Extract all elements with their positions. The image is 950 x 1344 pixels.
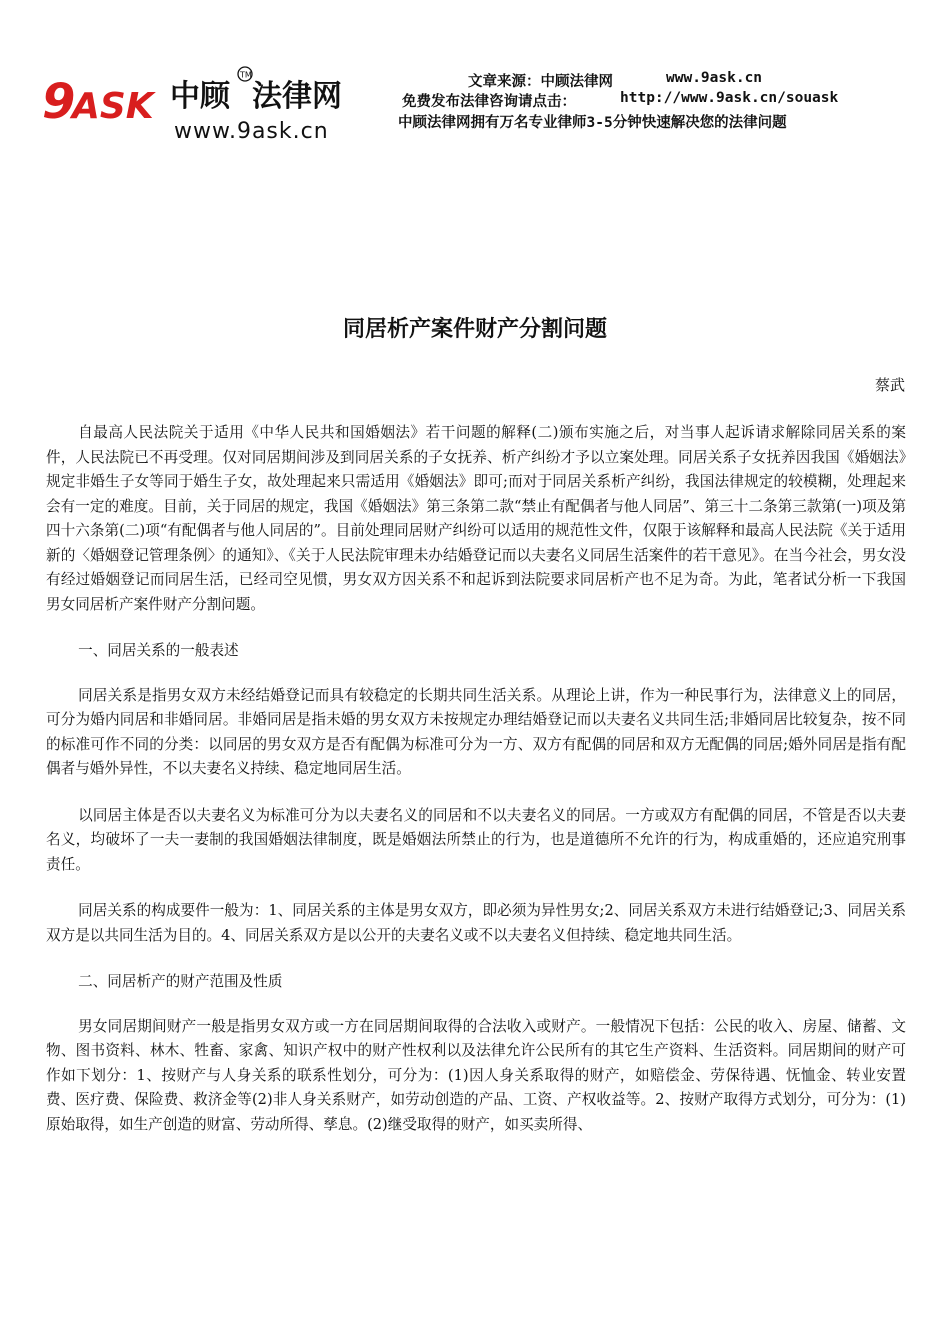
article-body [46,421,906,1159]
article-title: 同居析产案件财产分割问题 [342,317,607,342]
article-author: 蔡武 [874,376,905,394]
svg-text:TM: TM [240,70,252,80]
source-site: www.9ask.cn [666,70,763,86]
svg-text:www.9ask.cn: www.9ask.cn [174,119,329,142]
consult-label: 免费发布法律咨询请点击： [402,94,576,110]
svg-text:ASK: ASK [72,86,154,127]
paragraph: 同居关系是指男女双方未经结婚登记而具有较稳定的长期共同生活关系。从理论上讲，作为一种民事行为，法律意义上的同居，可分为婚内同居和非婚同居。非婚同居是指未婚的男女双方未按规定办理结婚登记而以夫妻名义共同生活;非婚同居比较复杂，按不同的标准可作不同的分类：以同居的男女双方是否有配偶为标准可分为一方、双方有配偶的同居和双方无配偶的同居;婚外同居是指有配偶者与婚外异性，不以夫妻名义持续、稳定地同居生活。 [46,686,906,777]
section-heading: 二、同居析产的财产范围及性质 [78,973,283,990]
svg-text:中顾: 中顾 [170,79,230,114]
paragraph: 同居关系的构成要件一般为：1、同居关系的主体是男女双方，即必须为异性男女;2、同居关系双方未进行结婚登记;3、同居关系双方是以共同生活为目的。4、同居关系双方是以公开的夫妻名义或不以夫妻名义但持续、稳定地共同生活。 [46,902,906,944]
paragraph: 男女同居期间财产一般是指男女双方或一方在同居期间取得的合法收入或财产。一般情况下包括：公民的收入、房屋、储蓄、文物、图书资料、林木、牲畜、家禽、知识产权中的财产性权利以及法律允许公民所有的其它生产资料、生活资料。同居期间的财产可作如下划分：1、按财产与人身关系的联系性划分，可分为：(1)因人身关系取得的财产，如赔偿金、劳保待遇、怃恤金、转业安置费、医疗费、保险费、救济金等(2)非人身关系财产，如劳动创造的产品、工资、产权收益等。2、按财产取得方式划分，可分为：(1)原始取得，如生产创造的财富、劳动所得、孳息。(2)继受取得的财产，如买卖所得、 [46,1017,906,1133]
slogan: 中顾法律网拥有万名专业律师3-5分钟快速解决您的法律问题 [398,115,787,131]
consult-link[interactable]: http://www.9ask.cn/souask [620,90,839,106]
9ask-logo[interactable] [42,62,372,142]
svg-text:法律网: 法律网 [252,79,342,114]
paragraph: 以同居主体是否以夫妻名义为标准可分为以夫妻名义的同居和不以夫妻名义的同居。一方或双方有配偶的同居，不管是否以夫妻名义，均破坏了一夫一妻制的我国婚姻法律制度，既是婚姻法所禁止的行为，也是道德所不允许的行为，构成重婚的，还应追究刑事责任。 [46,806,906,873]
source-label: 文章来源：中顾法律网 [468,74,613,90]
section-heading: 一、同居关系的一般表述 [78,642,239,659]
paragraph: 自最高人民法院关于适用《中华人民共和国婚姻法》若干问题的解释(二)颁布实施之后，对当事人起诉请求解除同居关系的案件，人民法院已不再受理。仅对同居期间涉及到同居关系的子女抚养、析产纠纷才予以立案处理。同居关系子女抚养因我国《婚姻法》规定非婚生子女等同于婚生子女，故处理起来只需适用《婚姻法》即可;而对于同居关系析产纠纷，我国法律规定的较模糊，处理起来会有一定的难度。目前，关于同居的规定，我国《婚姻法》第三条第二款“禁止有配偶者与他人同居”、第三十二条第三款第(一)项及第四十六条第(二)项“有配偶者与他人同居的”。目前处理同居财产纠纷可以适用的规范性文件，仅限于该解释和最高人民法院《关于适用新的〈婚姻登记管理条例〉的通知》、《关于人民法院审理未办结婚登记而以夫妻名义同居生活案件的若干意见》。在当今社会，男女没有经过婚姻登记而同居生活，已经司空见惯，男女双方因关系不和起诉到法院要求同居析产也不足为奇。为此，笔者试分析一下我国男女同居析产案件财产分割问题。 [46,424,906,613]
svg-text:9: 9 [42,74,76,130]
